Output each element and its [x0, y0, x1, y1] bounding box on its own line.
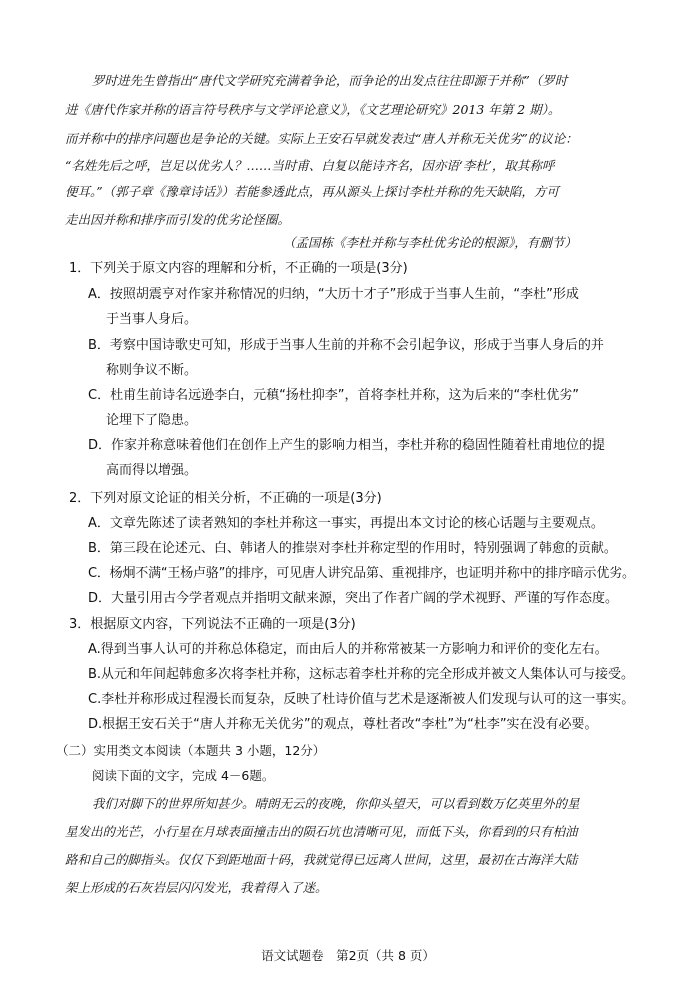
option-a-cont: 于当事人身后。 — [106, 312, 198, 327]
passage-line: 星发出的光芒，小行星在月球表面撞击出的陨石坑也清晰可见，而低下头，你看到的只有柏油 — [65, 824, 578, 839]
option-b-cont: 称则争议不断。 — [106, 363, 198, 378]
option-d: D.根据王安石关于“唐人并称无关优劣”的观点，尊杜者改“李杜”为“杜李”实在没有必要。 — [88, 717, 598, 732]
option-d: D．作家并称意味着他们在创作上产生的影响力相当，李杜并称的稳固性随着杜甫地位的提 — [88, 438, 606, 453]
intro-line: 走出因并称和排序而引发的优劣论怪圈。 — [65, 212, 291, 227]
question-stem: 3．根据原文内容，下列说法不正确的一项是(3分) — [69, 617, 356, 632]
intro-line: 进《唐代作家并称的语言符号秩序与文学评论意义》，《文艺理论研究》2013 年第 2 期）。 — [65, 102, 561, 117]
option-b: B.从元和年间起韩愈多次将李杜并称，这标志着李杜并称的完全形成并被文人集体认可与接受。 — [88, 667, 635, 682]
question-stem: 2．下列对原文论证的相关分析，不正确的一项是(3分) — [69, 491, 382, 506]
option-c: C．杨炯不满“王杨卢骆”的排序，可见唐人讲究品第、重视排序，也证明并称中的排序暗示优劣。 — [88, 566, 635, 581]
option-d: D．大量引用古今学者观点并指明文献来源，突出了作者广阔的学术视野、严谨的写作态度。 — [88, 591, 619, 606]
passage-line: 路和自己的脚指头。仅仅下到距地面十码，我就觉得已远离人世间，这里，最初在古海洋大陆 — [65, 852, 578, 867]
option-b: B．第三段在论述元、白、韩诸人的推崇对李杜并称定型的作用时，特别强调了韩愈的贡献。 — [88, 541, 617, 556]
page-footer: 语文试题卷 第2页（共 8 页） — [261, 948, 435, 963]
question-stem: 1．下列关于原文内容的理解和分析，不正确的一项是(3分) — [69, 261, 408, 276]
option-a: A.得到当事人认可的并称总体稳定，而由后人的并称常被某一方影响力和评价的变化左右。 — [88, 642, 608, 657]
intro-line: 罗时进先生曾指出“唐代文学研究充满着争论，而争论的出发点往往即源于并称”（罗时 — [92, 73, 568, 88]
option-c: C.李杜并称形成过程漫长而复杂，反映了杜诗价值与艺术是逐渐被人们发现与认可的这一事实。 — [88, 692, 635, 707]
passage-line: 架上形成的石灰岩层闪闪发光，我着得入了迷。 — [65, 880, 328, 895]
option-d-cont: 高而得以增强。 — [106, 463, 198, 478]
section-title: （二）实用类文本阅读（本题共 3 小题，12分） — [56, 743, 326, 758]
option-a: A．按照胡震亨对作家并称情况的归纳，“大历十才子”形成于当事人生前，“李杜”形成 — [88, 287, 579, 302]
section-instruction: 阅读下面的文字，完成 4－6题。 — [92, 768, 275, 783]
option-c-cont: 论埋下了隐患。 — [106, 413, 198, 428]
passage-line: 我们对脚下的世界所知甚少。晴朗无云的夜晚，你仰头望天，可以看到数万亿英里外的星 — [92, 796, 580, 811]
intro-line: “名姓先后之呼，岂足以优劣人？……当时甫、白复以能诗齐名，因亦语‘李杜’，取其称呼 — [65, 158, 555, 173]
option-b: B．考察中国诗歌史可知，形成于当事人生前的并称不会引起争议，形成于当事人身后的并 — [88, 338, 604, 353]
source-citation: （孟国栋《李杜并称与李杜优劣论的根源》，有删节） — [283, 235, 577, 250]
intro-line: 便耳。”（郭子章《豫章诗话》）若能参透此点，再从源头上探讨李杜并称的先天缺陷，方可 — [65, 184, 559, 199]
option-a: A．文章先陈述了读者熟知的李杜并称这一事实，再提出本文讨论的核心话题与主要观点。 — [88, 516, 604, 531]
intro-line: 而并称中的排序问题也是争论的关键。实际上王安石早就发表过“唐人并称无关优劣”的议论： — [65, 131, 578, 146]
option-c: C．杜甫生前诗名远逊李白，元稹“扬杜抑李”，首将李杜并称，这为后来的“李杜优劣” — [88, 388, 580, 403]
